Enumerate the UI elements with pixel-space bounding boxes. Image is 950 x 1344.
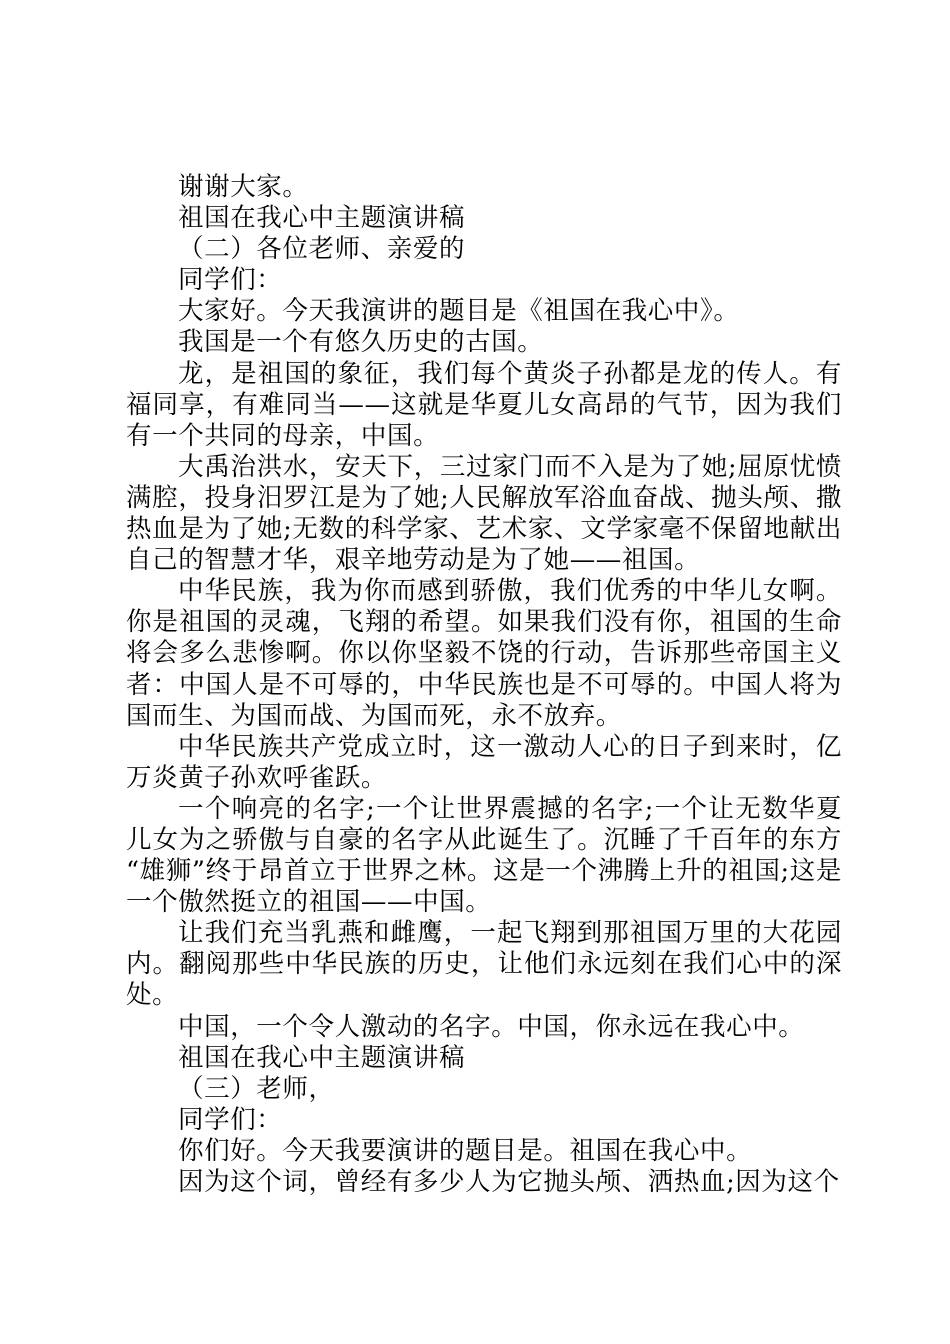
section-subtitle-3: （三）老师， bbox=[178, 1073, 335, 1104]
paragraph-greeting-3: 你们好。今天我要演讲的题目是。祖国在我心中。 bbox=[178, 1135, 753, 1166]
paragraph-dragon: 龙，是祖国的象征，我们每个黄炎子孙都是龙的传人。有福同享，有难同当——这就是华夏儿女高昂的气节，因为我们有一个共同的母亲，中国。 bbox=[126, 358, 842, 451]
salutation-3: 同学们： bbox=[178, 1104, 283, 1135]
salutation-2: 同学们： bbox=[178, 265, 283, 296]
paragraph-founding: 中华民族共产党成立时，这一激动人心的日子到来时，亿万炎黄子孙欢呼雀跃。 bbox=[126, 731, 842, 793]
paragraph-name: 一个响亮的名字;一个让世界震撼的名字;一个让无数华夏儿女为之骄傲与自豪的名字从此诞生了。沉睡了千百年的东方“雄狮”终于昂首立于世界之林。这是一个沸腾上升的祖国;这是一个傲然挺立的祖国——中国。 bbox=[126, 793, 842, 918]
paragraph-thanks: 谢谢大家。 bbox=[178, 172, 309, 202]
paragraph-ancient-country: 我国是一个有悠久历史的古国。 bbox=[178, 327, 544, 358]
paragraph-greeting-2: 大家好。今天我演讲的题目是《祖国在我心中》。 bbox=[178, 296, 740, 327]
document-body bbox=[126, 172, 842, 1198]
paragraph-fly: 让我们充当乳燕和雌鹰，一起飞翔到那祖国万里的大花园内。翻阅那些中华民族的历史，让他们永远刻在我们心中的深处。 bbox=[126, 918, 842, 1011]
section-title-3: 祖国在我心中主题演讲稿 bbox=[178, 1042, 466, 1073]
paragraph-nation-pride: 中华民族，我为你而感到骄傲，我们优秀的中华儿女啊。你是祖国的灵魂，飞翔的希望。如果我们没有你，祖国的生命将会多么悲惨啊。你以你坚毅不饶的行动，告诉那些帝国主义者：中国人是不可辱的，中华民族也是不可辱的。中国人将为国而生、为国而战、为国而死，永不放弃。 bbox=[126, 576, 842, 731]
paragraph-word: 因为这个词，曾经有多少人为它抛头颅、洒热血;因为这个 bbox=[178, 1167, 840, 1197]
section-subtitle-2: （二）各位老师、亲爱的 bbox=[178, 234, 466, 265]
section-title-2: 祖国在我心中主题演讲稿 bbox=[178, 203, 466, 234]
paragraph-china-heart: 中国，一个令人激动的名字。中国，你永远在我心中。 bbox=[178, 1011, 805, 1042]
paragraph-dayu: 大禹治洪水，安天下，三过家门而不入是为了她;屈原忧愤满腔，投身汨罗江是为了她;人民解放军浴血奋战、抛头颅、撒热血是为了她;无数的科学家、艺术家、文学家毫不保留地献出自己的智慧才华，艰辛地劳动是为了她——祖国。 bbox=[126, 451, 842, 576]
